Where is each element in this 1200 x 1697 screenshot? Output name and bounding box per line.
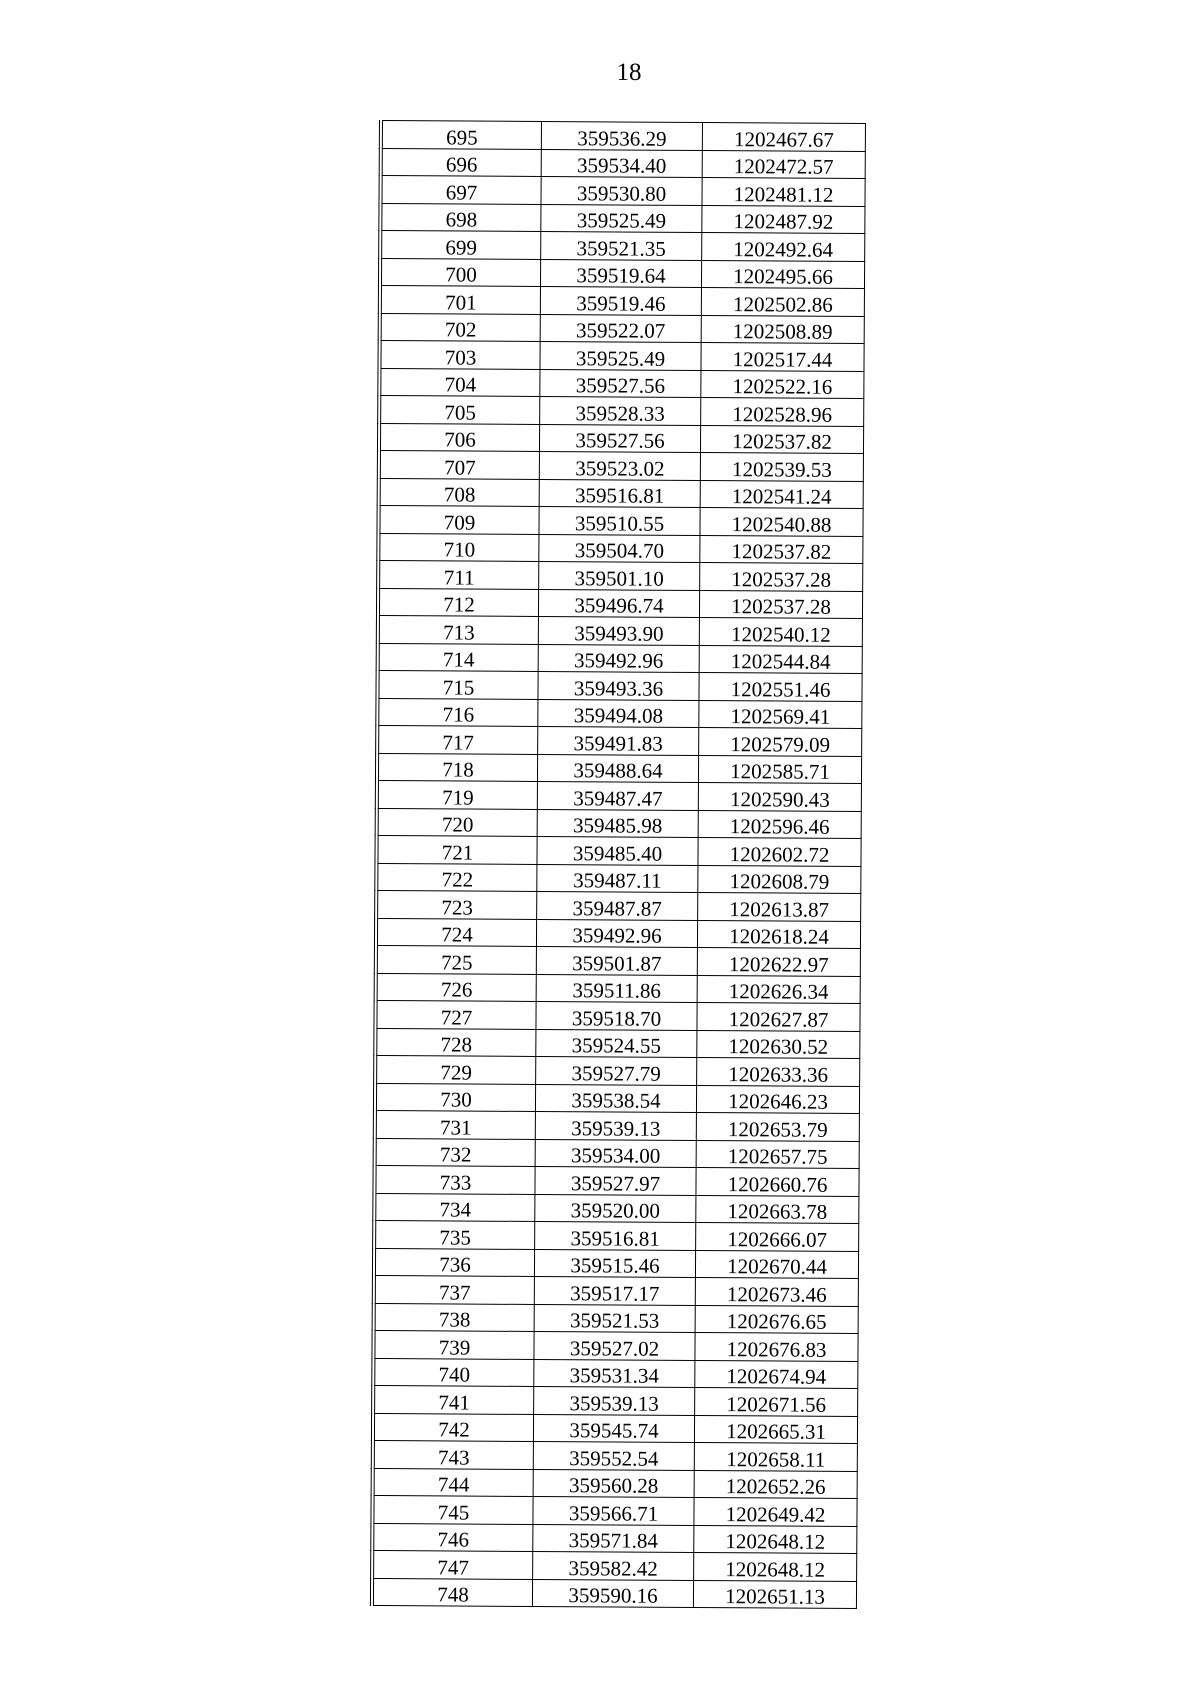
point-number-cell: 730 <box>375 1083 536 1111</box>
y-coordinate-cell: 1202663.78 <box>696 1195 859 1223</box>
x-coordinate-cell: 359501.10 <box>539 561 700 589</box>
point-number-cell: 707 <box>379 451 540 479</box>
y-coordinate-cell: 1202674.94 <box>695 1360 858 1388</box>
y-coordinate-cell: 1202528.96 <box>701 397 864 425</box>
table-row <box>374 1165 859 1195</box>
point-number-cell: 696 <box>381 148 542 176</box>
x-coordinate-cell: 359516.81 <box>539 479 700 507</box>
table-row <box>378 588 863 618</box>
table-row <box>375 1055 860 1085</box>
x-coordinate-cell: 359539.13 <box>535 1111 696 1139</box>
table-row <box>380 231 865 261</box>
point-number-cell: 747 <box>372 1550 533 1578</box>
table-row <box>378 506 863 536</box>
y-coordinate-cell: 1202495.66 <box>701 260 864 288</box>
table-row <box>376 945 861 975</box>
point-number-cell: 708 <box>379 478 540 506</box>
y-coordinate-cell: 1202626.34 <box>697 975 860 1003</box>
y-coordinate-cell: 1202508.89 <box>701 315 864 343</box>
y-coordinate-cell: 1202481.12 <box>702 177 865 205</box>
y-coordinate-cell: 1202585.71 <box>698 755 861 783</box>
y-coordinate-cell: 1202541.24 <box>700 480 863 508</box>
point-number-cell: 722 <box>376 863 537 891</box>
x-coordinate-cell: 359571.84 <box>533 1524 694 1552</box>
y-coordinate-cell: 1202537.28 <box>699 590 862 618</box>
y-coordinate-cell: 1202613.87 <box>698 892 861 920</box>
point-number-cell: 704 <box>379 368 540 396</box>
x-coordinate-cell: 359519.46 <box>540 286 701 314</box>
table-row <box>379 423 864 453</box>
point-number-cell: 746 <box>372 1523 533 1551</box>
point-number-cell: 720 <box>377 808 538 836</box>
y-coordinate-cell: 1202487.92 <box>702 205 865 233</box>
y-coordinate-cell: 1202590.43 <box>698 782 861 810</box>
point-number-cell: 737 <box>374 1275 535 1303</box>
table-row <box>374 1193 859 1223</box>
x-coordinate-cell: 359582.42 <box>533 1551 694 1579</box>
table-row <box>376 835 861 865</box>
y-coordinate-cell: 1202649.42 <box>694 1497 857 1525</box>
table-row <box>380 176 865 206</box>
coordinates-table <box>370 120 866 1609</box>
point-number-cell: 705 <box>379 396 540 424</box>
x-coordinate-cell: 359527.97 <box>535 1166 696 1194</box>
y-coordinate-cell: 1202618.24 <box>697 920 860 948</box>
x-coordinate-cell: 359566.71 <box>533 1496 694 1524</box>
page-number: 18 <box>616 59 642 86</box>
y-coordinate-cell: 1202648.12 <box>694 1552 857 1580</box>
point-number-cell: 731 <box>375 1110 536 1138</box>
point-number-cell: 714 <box>378 643 539 671</box>
table-row <box>379 368 864 398</box>
point-number-cell: 701 <box>380 286 541 314</box>
table-row <box>381 148 866 178</box>
x-coordinate-cell: 359527.56 <box>539 424 700 452</box>
point-number-cell: 739 <box>373 1330 534 1358</box>
table-row <box>376 863 861 893</box>
table-row <box>379 341 864 371</box>
point-number-cell: 710 <box>378 533 539 561</box>
x-coordinate-cell: 359487.11 <box>537 864 698 892</box>
x-coordinate-cell: 359487.87 <box>537 891 698 919</box>
x-coordinate-cell: 359534.40 <box>541 149 702 177</box>
x-coordinate-cell: 359552.54 <box>533 1441 694 1469</box>
x-coordinate-cell: 359528.33 <box>540 396 701 424</box>
point-number-cell: 726 <box>376 973 537 1001</box>
x-coordinate-cell: 359521.53 <box>534 1304 695 1332</box>
point-number-cell: 721 <box>376 835 537 863</box>
x-coordinate-cell: 359516.81 <box>535 1221 696 1249</box>
x-coordinate-cell: 359539.13 <box>534 1386 695 1414</box>
point-number-cell: 733 <box>374 1165 535 1193</box>
table-row <box>379 396 864 426</box>
y-coordinate-cell: 1202671.56 <box>695 1387 858 1415</box>
y-coordinate-cell: 1202665.31 <box>694 1415 857 1443</box>
table-row <box>378 643 863 673</box>
y-coordinate-cell: 1202608.79 <box>698 865 861 893</box>
y-coordinate-cell: 1202467.67 <box>702 122 865 150</box>
table-row <box>372 1550 857 1580</box>
y-coordinate-cell: 1202596.46 <box>698 810 861 838</box>
y-coordinate-cell: 1202666.07 <box>696 1222 859 1250</box>
x-coordinate-cell: 359527.02 <box>534 1331 695 1359</box>
x-coordinate-cell: 359491.83 <box>538 726 699 754</box>
x-coordinate-cell: 359534.00 <box>535 1139 696 1167</box>
table-row <box>375 1028 860 1058</box>
point-number-cell: 744 <box>373 1468 534 1496</box>
y-coordinate-cell: 1202492.64 <box>702 232 865 260</box>
point-number-cell: 698 <box>380 203 541 231</box>
point-number-cell: 700 <box>380 258 541 286</box>
y-coordinate-cell: 1202658.11 <box>694 1442 857 1470</box>
y-coordinate-cell: 1202537.28 <box>700 562 863 590</box>
table-row <box>373 1358 858 1388</box>
table-row <box>374 1303 859 1333</box>
point-number-cell: 738 <box>374 1303 535 1331</box>
table-row <box>376 918 861 948</box>
table-row <box>380 203 865 233</box>
table-row <box>375 1000 860 1030</box>
table-row <box>377 671 862 701</box>
table-row <box>380 258 865 288</box>
table-row <box>373 1440 858 1470</box>
x-coordinate-cell: 359531.34 <box>534 1359 695 1387</box>
x-coordinate-cell: 359522.07 <box>540 314 701 342</box>
point-number-cell: 729 <box>375 1055 536 1083</box>
table-row <box>375 1138 860 1168</box>
table-row <box>373 1468 858 1498</box>
y-coordinate-cell: 1202602.72 <box>698 837 861 865</box>
x-coordinate-cell: 359525.49 <box>541 204 702 232</box>
y-coordinate-cell: 1202648.12 <box>694 1525 857 1553</box>
y-coordinate-cell: 1202540.88 <box>700 507 863 535</box>
table-row <box>373 1413 858 1443</box>
y-coordinate-cell: 1202676.83 <box>695 1332 858 1360</box>
point-number-cell: 709 <box>378 506 539 534</box>
table-row <box>378 533 863 563</box>
table-row <box>378 561 863 591</box>
x-coordinate-cell: 359494.08 <box>538 699 699 727</box>
x-coordinate-cell: 359560.28 <box>533 1469 694 1497</box>
point-number-cell: 715 <box>377 671 538 699</box>
x-coordinate-cell: 359492.96 <box>536 919 697 947</box>
table-row <box>373 1385 858 1415</box>
y-coordinate-cell: 1202522.16 <box>701 370 864 398</box>
x-coordinate-cell: 359487.47 <box>537 781 698 809</box>
table-row <box>372 1523 857 1553</box>
x-coordinate-cell: 359492.96 <box>538 644 699 672</box>
table-row <box>379 478 864 508</box>
x-coordinate-cell: 359525.49 <box>540 341 701 369</box>
table-row <box>380 286 865 316</box>
point-number-cell: 719 <box>377 780 538 808</box>
x-coordinate-cell: 359510.55 <box>539 506 700 534</box>
x-coordinate-cell: 359530.80 <box>541 176 702 204</box>
point-number-cell: 742 <box>373 1413 534 1441</box>
point-number-cell: 706 <box>379 423 540 451</box>
point-number-cell: 734 <box>374 1193 535 1221</box>
y-coordinate-cell: 1202502.86 <box>701 287 864 315</box>
table-row <box>373 1330 858 1360</box>
y-coordinate-cell: 1202633.36 <box>697 1057 860 1085</box>
table-row <box>372 1495 857 1525</box>
x-coordinate-cell: 359520.00 <box>535 1194 696 1222</box>
y-coordinate-cell: 1202627.87 <box>697 1002 860 1030</box>
point-number-cell: 702 <box>380 313 541 341</box>
y-coordinate-cell: 1202569.41 <box>699 700 862 728</box>
x-coordinate-cell: 359501.87 <box>536 946 697 974</box>
table-row <box>377 698 862 728</box>
y-coordinate-cell: 1202579.09 <box>699 727 862 755</box>
y-coordinate-cell: 1202670.44 <box>695 1250 858 1278</box>
point-number-cell: 736 <box>374 1248 535 1276</box>
x-coordinate-cell: 359519.64 <box>540 259 701 287</box>
point-number-cell: 712 <box>378 588 539 616</box>
point-number-cell: 745 <box>372 1495 533 1523</box>
x-coordinate-cell: 359527.79 <box>536 1056 697 1084</box>
x-coordinate-cell: 359485.98 <box>537 809 698 837</box>
y-coordinate-cell: 1202676.65 <box>695 1305 858 1333</box>
table-row <box>377 753 862 783</box>
point-number-cell: 741 <box>373 1385 534 1413</box>
table-row <box>376 890 861 920</box>
y-coordinate-cell: 1202540.12 <box>699 617 862 645</box>
point-number-cell: 718 <box>377 753 538 781</box>
table-row <box>377 726 862 756</box>
point-number-cell: 732 <box>375 1138 536 1166</box>
y-coordinate-cell: 1202472.57 <box>702 150 865 178</box>
table-row <box>375 1083 860 1113</box>
y-coordinate-cell: 1202551.46 <box>699 672 862 700</box>
x-coordinate-cell: 359545.74 <box>533 1414 694 1442</box>
x-coordinate-cell: 359524.55 <box>536 1029 697 1057</box>
point-number-cell: 728 <box>375 1028 536 1056</box>
y-coordinate-cell: 1202544.84 <box>699 645 862 673</box>
point-number-cell: 699 <box>380 231 541 259</box>
y-coordinate-cell: 1202539.53 <box>700 452 863 480</box>
point-number-cell: 725 <box>376 945 537 973</box>
point-number-cell: 717 <box>377 726 538 754</box>
point-number-cell: 727 <box>375 1000 536 1028</box>
x-coordinate-cell: 359515.46 <box>534 1249 695 1277</box>
y-coordinate-cell: 1202630.52 <box>697 1030 860 1058</box>
table-row <box>374 1248 859 1278</box>
table-row <box>380 313 865 343</box>
table-row <box>381 121 866 151</box>
x-coordinate-cell: 359536.29 <box>541 121 702 149</box>
y-coordinate-cell: 1202646.23 <box>696 1085 859 1113</box>
table-row <box>377 780 862 810</box>
x-coordinate-cell: 359517.17 <box>534 1276 695 1304</box>
table-row <box>375 1110 860 1140</box>
x-coordinate-cell: 359527.56 <box>540 369 701 397</box>
coordinates-table-body <box>372 121 866 1609</box>
point-number-cell: 695 <box>381 121 542 149</box>
table-row <box>374 1275 859 1305</box>
y-coordinate-cell: 1202622.97 <box>697 947 860 975</box>
y-coordinate-cell: 1202660.76 <box>696 1167 859 1195</box>
point-number-cell: 724 <box>376 918 537 946</box>
point-number-cell: 723 <box>376 890 537 918</box>
x-coordinate-cell: 359493.90 <box>538 616 699 644</box>
x-coordinate-cell: 359523.02 <box>539 451 700 479</box>
x-coordinate-cell: 359521.35 <box>541 231 702 259</box>
table-row <box>372 1578 857 1608</box>
point-number-cell: 697 <box>380 176 541 204</box>
y-coordinate-cell: 1202651.13 <box>693 1580 856 1608</box>
x-coordinate-cell: 359488.64 <box>537 754 698 782</box>
table-row <box>376 973 861 1003</box>
y-coordinate-cell: 1202537.82 <box>700 535 863 563</box>
point-number-cell: 740 <box>373 1358 534 1386</box>
table-row <box>374 1220 859 1250</box>
point-number-cell: 713 <box>378 616 539 644</box>
y-coordinate-cell: 1202673.46 <box>695 1277 858 1305</box>
x-coordinate-cell: 359496.74 <box>538 589 699 617</box>
x-coordinate-cell: 359493.36 <box>538 671 699 699</box>
point-number-cell: 735 <box>374 1220 535 1248</box>
x-coordinate-cell: 359485.40 <box>537 836 698 864</box>
table-row <box>378 616 863 646</box>
x-coordinate-cell: 359538.54 <box>535 1084 696 1112</box>
y-coordinate-cell: 1202517.44 <box>701 342 864 370</box>
y-coordinate-cell: 1202653.79 <box>696 1112 859 1140</box>
table-row <box>379 451 864 481</box>
x-coordinate-cell: 359590.16 <box>532 1579 693 1607</box>
point-number-cell: 711 <box>378 561 539 589</box>
x-coordinate-cell: 359511.86 <box>536 974 697 1002</box>
point-number-cell: 743 <box>373 1440 534 1468</box>
y-coordinate-cell: 1202537.82 <box>700 425 863 453</box>
x-coordinate-cell: 359518.70 <box>536 1001 697 1029</box>
x-coordinate-cell: 359504.70 <box>539 534 700 562</box>
point-number-cell: 748 <box>372 1578 533 1606</box>
point-number-cell: 716 <box>377 698 538 726</box>
table-row <box>377 808 862 838</box>
point-number-cell: 703 <box>379 341 540 369</box>
y-coordinate-cell: 1202657.75 <box>696 1140 859 1168</box>
y-coordinate-cell: 1202652.26 <box>694 1470 857 1498</box>
